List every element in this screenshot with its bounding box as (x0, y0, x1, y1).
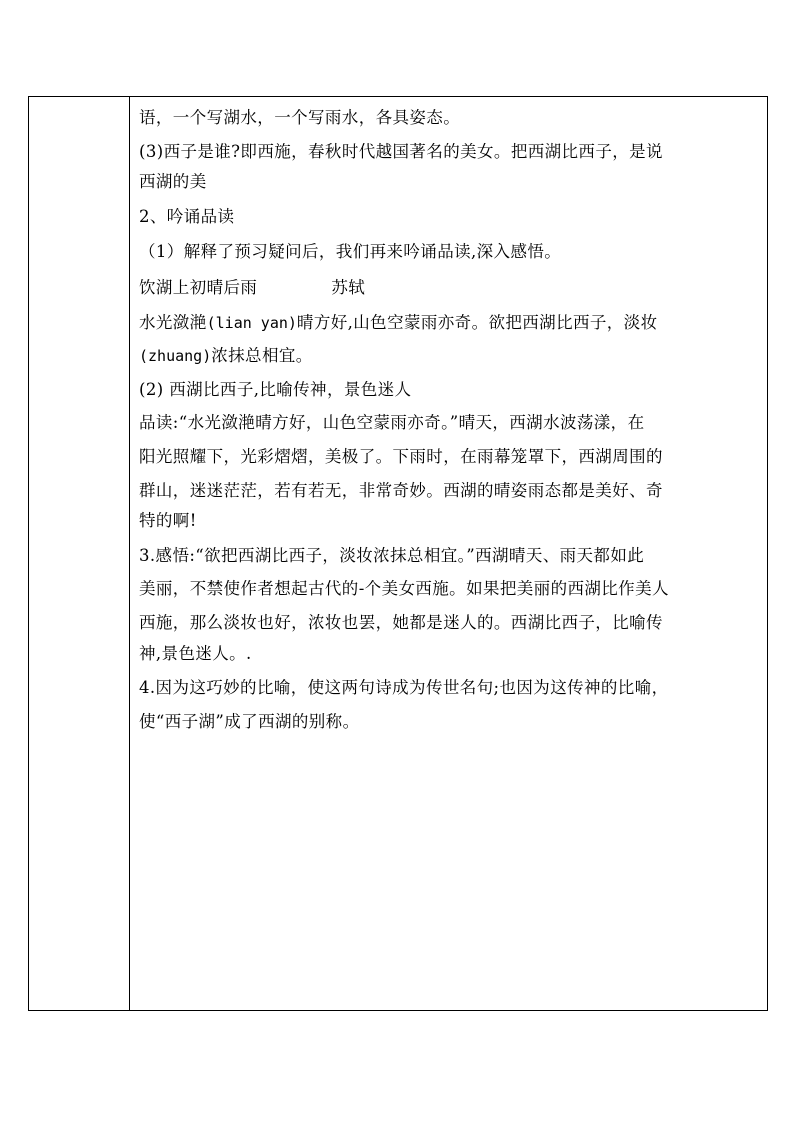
text-line: 群山，迷迷茫茫，若有若无，非常奇妙。西湖的晴姿雨态都是美好、奇 (139, 480, 663, 500)
poem-line (139, 308, 761, 339)
text-line: 特的啊! (139, 511, 197, 531)
poem-heading (139, 273, 761, 304)
text-line: 西湖的美 (139, 172, 207, 192)
poem-title: 饮湖上初晴后雨 (139, 277, 258, 297)
text-line: 阳光照耀下，光彩熠熠，美极了。下雨时，在雨幕笼罩下，西湖周围的 (139, 446, 663, 466)
left-empty-cell (29, 97, 129, 1010)
poem-line (139, 341, 761, 372)
poem-author: 苏轼 (331, 277, 366, 297)
text-line: 语，一个写湖水，一个写雨水，各具姿态。 (139, 108, 461, 127)
lesson-table (28, 96, 768, 1011)
text-line: 美丽，不禁使作者想起古代的-个美女西施。如果把美丽的西湖比作美人 (139, 579, 669, 599)
poem-text: 水光潋滟 (139, 312, 207, 332)
text-line: （1）解释了预习疑问后，我们再来吟诵品读,深入感悟。 (139, 242, 562, 262)
poem-text: 晴方好,山色空蒙雨亦奇。欲把西湖比西子，淡妆 (296, 312, 658, 332)
lesson-content (139, 103, 761, 737)
text-line: 4.因为这巧妙的比喻，使这两句诗成为传世名句;也因为这传神的比喻， (139, 678, 669, 698)
pinyin-note: (lian yan) (206, 313, 297, 332)
pinyin-note: (zhuang) (139, 347, 212, 366)
text-line: 神,景色迷人。. (139, 643, 252, 663)
text-line: 西施，那么淡妆也好，浓妆也罢，她都是迷人的。西湖比西子，比喻传 (139, 612, 663, 632)
section-heading: 2、吟诵品读 (139, 206, 235, 226)
column-divider (129, 97, 130, 1010)
text-line: (2) 西湖比西子,比喻传神，景色迷人 (139, 379, 412, 399)
text-line: 品读:“水光潋滟晴方好，山色空蒙雨亦奇。”晴天，西湖水波荡漾，在 (139, 413, 645, 433)
text-line: 3.感悟:“欲把西湖比西子，淡妆浓抹总相宜。”西湖晴天、雨天都如此 (139, 545, 645, 565)
poem-text: 浓抹总相宜。 (211, 346, 313, 366)
text-line: (3)西子是谁?即西施，春秋时代越国著名的美女。把西湖比西子，是说 (139, 141, 663, 161)
text-line: 使“西子湖”成了西湖的别称。 (139, 711, 360, 731)
